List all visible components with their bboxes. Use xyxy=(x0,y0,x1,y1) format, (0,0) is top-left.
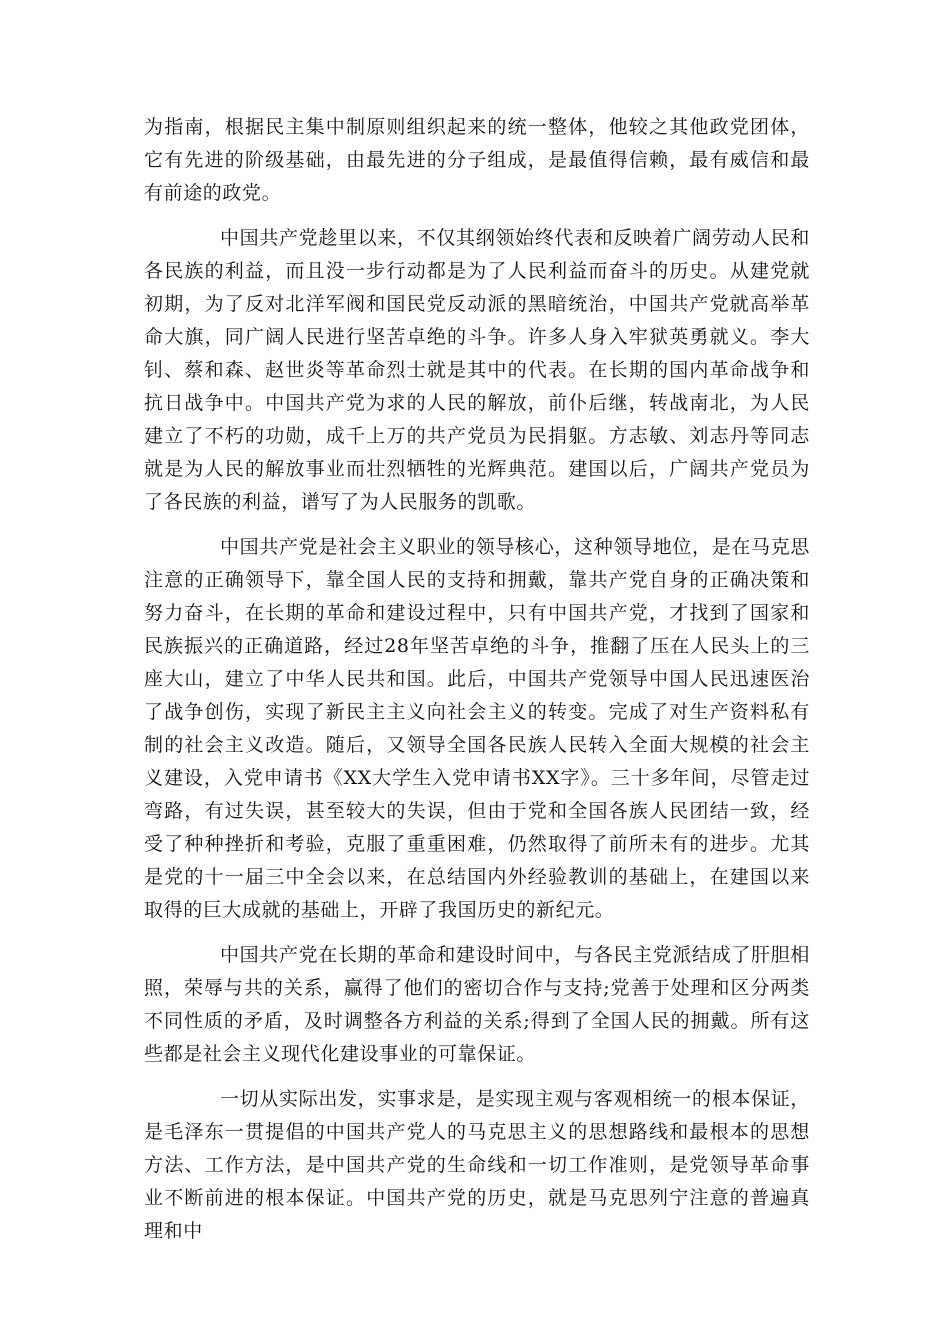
document-body xyxy=(144,111,810,1260)
paragraph: 一切从实际出发，实事求是，是实现主观与客观相统一的根本保证，是毛泽东一贯提倡的中国共产党人的马克思主义的思想路线和最根本的思想方法、工作方法，是中国共产党的生命线和一切工作准则，是党领导革命事业不断前进的根本保证。中国共产党的历史，就是马克思列宁注意的普遍真理和中 xyxy=(144,1088,810,1242)
paragraph: 中国共产党是社会主义职业的领导核心，这种领导地位，是在马克思注意的正确领导下，靠全国人民的支持和拥戴，靠共产党自身的正确决策和努力奋斗，在长期的革命和建设过程中，只有中国共产党，才找到了国家和民族振兴的正确道路，经过28年坚苦卓绝的斗争，推翻了压在人民头上的三座大山，建立了中华人民共和国。此后，中国共产党领导中国人民迅速医治了战争创伤，实现了新民主主义向社会主义的转变。完成了对生产资料私有制的社会主义改造。随后，又领导全国各民族人民转入全面大规模的社会主义建设，入党申请书《XX大学生入党申请书XX字》。三十多年间，尽管走过弯路，有过失误，甚至较大的失误，但由于党和全国各族人民团结一致，经受了种种挫折和考验，克服了重重困难，仍然取得了前所未有的进步。尤其是党的十一届三中全会以来，在总结国内外经验教训的基础上，在建国以来取得的巨大成就的基础上，开辟了我国历史的新纪元。 xyxy=(144,536,810,921)
paragraph: 中国共产党趁里以来，不仅其纲领始终代表和反映着广阔劳动人民和各民族的利益，而且没一步行动都是为了人民利益而奋斗的历史。从建党就初期，为了反对北洋军阀和国民党反动派的黑暗统治，中国共产党就高举革命大旗，同广阔人民进行坚苦卓绝的斗争。许多人身入牢狱英勇就义。李大钊、蔡和森、赵世炎等革命烈士就是其中的代表。在长期的国内革命战争和抗日战争中。中国共产党为求的人民的解放，前仆后继，转战南北，为人民建立了不朽的功勋，成千上万的共产党员为民捐躯。方志敏、刘志丹等同志就是为人民的解放事业而壮烈牺牲的光辉典范。建国以后，广阔共产党员为了各民族的利益，谱写了为人民服务的凯歌。 xyxy=(144,227,810,513)
paragraph: 中国共产党在长期的革命和建设时间中，与各民主党派结成了肝胆相照，荣辱与共的关系，赢得了他们的密切合作与支持;党善于处理和区分两类不同性质的矛盾，及时调整各方利益的关系;得到了全国人民的拥戴。所有这些都是社会主义现代化建设事业的可靠保证。 xyxy=(144,944,810,1065)
paragraph-continuation: 为指南，根据民主集中制原则组织起来的统一整体，他较之其他政党团体，它有先进的阶级基础，由最先进的分子组成，是最值得信赖，最有威信和最有前途的政党。 xyxy=(144,116,810,204)
